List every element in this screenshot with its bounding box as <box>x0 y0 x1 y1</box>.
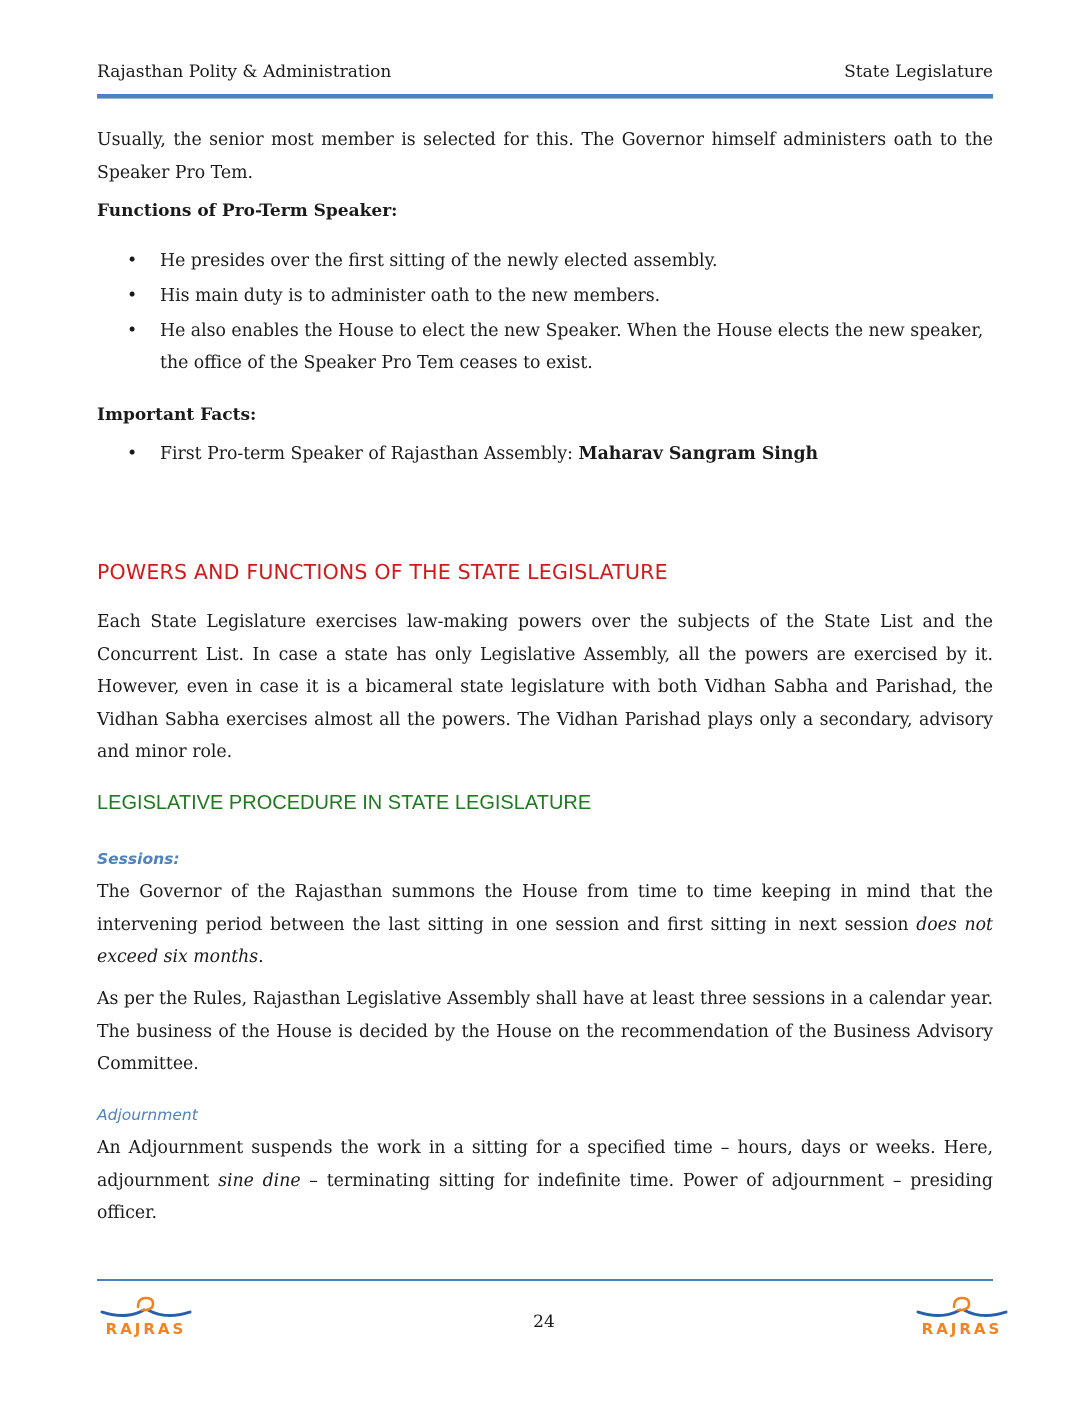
page-header <box>97 62 993 88</box>
intro-paragraph: Usually, the senior most member is selected for this. The Governor himself administers oath to the Speaker Pro Tem. <box>97 130 993 183</box>
adjournment-paragraph <box>97 1132 993 1230</box>
list-item: • He presides over the first sitting of the newly elected assembly. <box>127 251 718 271</box>
sessions-text: The Governor of the Rajasthan summons the House from time to time keeping in mind that the intervening period between the last sitting in one session and first sitting in next session <box>97 882 993 935</box>
functions-label: Functions of Pro-Term Speaker: <box>97 201 398 221</box>
list-item: • His main duty is to administer oath to the new members. <box>127 286 661 306</box>
fact-text: First Pro-term Speaker of Rajasthan Assembly: <box>160 444 579 464</box>
header-chapter-title: State Legislature <box>844 62 993 82</box>
list-item-text: He presides over the first sitting of the newly elected assembly. <box>160 251 718 271</box>
powers-heading: POWERS AND FUNCTIONS OF THE STATE LEGISLATURE <box>97 560 668 584</box>
footer-rule <box>97 1279 993 1281</box>
logo-text: RAJRAS <box>105 1320 187 1338</box>
facts-label: Important Facts: <box>97 405 257 425</box>
header-rule <box>97 94 993 99</box>
rajras-logo-icon <box>914 1294 1010 1338</box>
sessions-italic: does not exceed six months <box>97 914 993 967</box>
list-item-text: His main duty is to administer oath to the new members. <box>160 286 661 306</box>
list-item-text: He also enables the House to elect the new Speaker. When the House elects the new speaker, the office of the Speaker Pro Tem ceases to exist. <box>160 321 984 373</box>
fact-name: Maharav Sangram Singh <box>578 444 819 464</box>
logo-text: RAJRAS <box>921 1320 1003 1338</box>
header-book-title: Rajasthan Polity & Administration <box>97 62 392 82</box>
list-item: • He also enables the House to elect the new Speaker. When the House elects the new speaker, the office of the Speaker Pro Tem ceases to exist. <box>127 321 984 373</box>
sessions-subheading: Sessions: <box>97 850 180 868</box>
sessions-paragraph <box>97 876 993 974</box>
adjournment-text-a: An Adjournment suspends the work in a sitting for a specified time – hours, days or weeks. Here, adjournment <box>97 1138 993 1191</box>
powers-paragraph: Each State Legislature exercises law-making powers over the subjects of the State List and the Concurrent List. In case a state has only Legislative Assembly, all the powers are exercised by it. However, even in case it is a bicameral state legislature with both Vidhan Sabha and Parishad, the Vidhan Sabha exercises almost all the powers. The Vidhan Parishad plays only a secondary, advisory and minor role. <box>97 612 993 762</box>
facts-list <box>97 438 993 473</box>
adjournment-text-b: – terminating sitting for indefinite time. Power of adjournment – presiding officer. <box>97 1170 993 1223</box>
sessions-end: . <box>258 947 264 967</box>
procedure-heading: LEGISLATIVE PROCEDURE IN STATE LEGISLATURE <box>97 792 592 814</box>
adjournment-italic: sine dine <box>218 1170 301 1191</box>
functions-list <box>97 245 993 382</box>
page-number: 24 <box>533 1312 555 1332</box>
adjournment-subheading: Adjournment <box>97 1106 198 1124</box>
rules-paragraph: As per the Rules, Rajasthan Legislative Assembly shall have at least three sessions in a calendar year. The business of the House is decided by the House on the recommendation of the Business Advisory Committee. <box>97 989 993 1074</box>
list-item: • First Pro-term Speaker of Rajasthan Assembly: Maharav Sangram Singh <box>127 444 819 464</box>
